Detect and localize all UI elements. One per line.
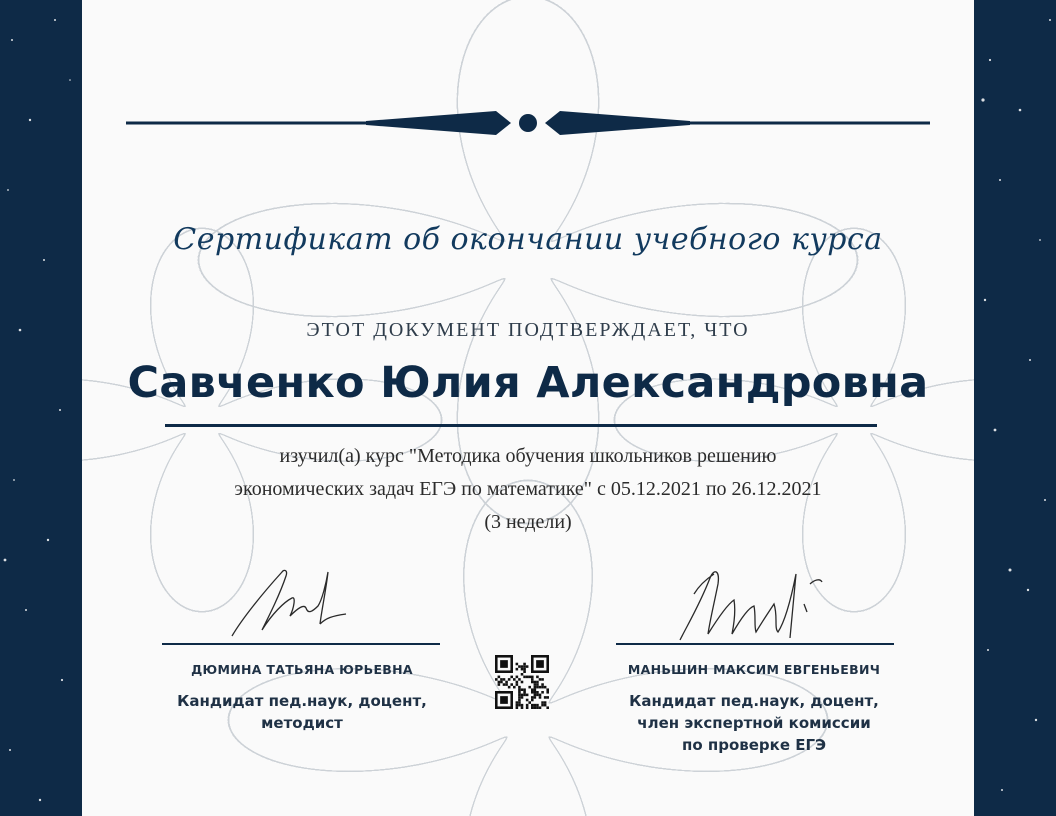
certificate-subtitle: ЭТОТ ДОКУМЕНТ ПОДТВЕРЖДАЕТ, ЧТО	[306, 319, 750, 341]
guilloche-curve	[82, 228, 442, 612]
course-line: экономических задач ЕГЭ по математике" с 05.12.2021 по 26.12.2021	[234, 478, 822, 500]
guilloche-curve	[614, 228, 974, 612]
guilloche-curve	[614, 228, 974, 612]
guilloche-curve	[614, 228, 974, 612]
guilloche-curve	[614, 228, 974, 612]
guilloche-curve	[82, 229, 441, 612]
guilloche-curve	[82, 229, 441, 612]
certificate-sheet	[82, 0, 974, 816]
guilloche-curve	[615, 229, 974, 612]
handwritten-signature	[674, 564, 824, 644]
guilloche-curve	[82, 229, 441, 612]
divider-ornament-icon	[126, 106, 930, 140]
guilloche-curve	[82, 228, 442, 612]
course-duration: (3 недели)	[484, 511, 572, 533]
guilloche-curve	[82, 228, 442, 612]
guilloche-curve	[82, 228, 442, 612]
guilloche-curve	[82, 228, 442, 612]
guilloche-curve	[614, 228, 974, 612]
guilloche-curve	[614, 228, 974, 612]
guilloche-curve	[82, 228, 442, 612]
guilloche-curve	[82, 228, 442, 612]
qr-code-icon[interactable]	[495, 655, 549, 709]
signatory-role	[152, 690, 452, 734]
guilloche-curve	[614, 228, 974, 612]
signatory-role-line: методист	[261, 714, 343, 732]
signatory-role-line: Кандидат пед.наук, доцент,	[629, 692, 879, 710]
signatory-name: МАНЬШИН МАКСИМ ЕВГЕНЬЕВИЧ	[627, 662, 881, 677]
guilloche-curve	[82, 228, 442, 612]
guilloche-curve	[614, 228, 974, 612]
guilloche-curve	[614, 228, 974, 612]
guilloche-curve	[614, 228, 974, 612]
guilloche-curve	[82, 228, 442, 612]
guilloche-curve	[82, 228, 442, 612]
guilloche-curve	[82, 229, 441, 612]
signatory-role	[604, 690, 904, 756]
guilloche-curve	[82, 228, 442, 612]
guilloche-curve	[82, 228, 442, 612]
guilloche-curve	[615, 229, 974, 612]
guilloche-curve	[614, 228, 974, 612]
guilloche-curve	[82, 228, 442, 612]
guilloche-curve	[615, 229, 974, 612]
signatory-name: ДЮМИНА ТАТЬЯНА ЮРЬЕВНА	[191, 662, 413, 677]
course-line: изучил(а) курс "Методика обучения школьников решению	[279, 445, 777, 467]
guilloche-curve	[614, 228, 974, 612]
guilloche-curve	[614, 228, 974, 612]
signatory-role-line: Кандидат пед.наук, доцент,	[177, 692, 427, 710]
guilloche-curve	[615, 229, 974, 612]
signature-line	[162, 643, 440, 645]
name-underline	[165, 424, 877, 427]
guilloche-curve	[82, 228, 442, 612]
guilloche-curve	[82, 229, 441, 612]
signatory-role-line: член экспертной комиссии	[637, 714, 871, 732]
signatory-role-line: по проверке ЕГЭ	[681, 736, 827, 754]
certificate-title: Сертификат об окончании учебного курса	[173, 222, 883, 257]
guilloche-curve	[82, 228, 442, 612]
guilloche-curve	[82, 228, 442, 612]
course-description	[142, 440, 914, 539]
guilloche-curve	[614, 228, 974, 612]
guilloche-curve	[615, 229, 974, 612]
guilloche-curve	[615, 229, 974, 612]
recipient-name: Савченко Юлия Александровна	[127, 358, 929, 408]
guilloche-curve	[614, 228, 974, 612]
guilloche-curve	[82, 228, 442, 612]
guilloche-curve	[82, 228, 442, 612]
guilloche-curve	[82, 229, 441, 612]
handwritten-signature	[222, 564, 352, 644]
guilloche-curve	[614, 228, 974, 612]
signature-line	[616, 643, 894, 645]
guilloche-curve	[614, 228, 974, 612]
guilloche-curve	[614, 228, 974, 612]
